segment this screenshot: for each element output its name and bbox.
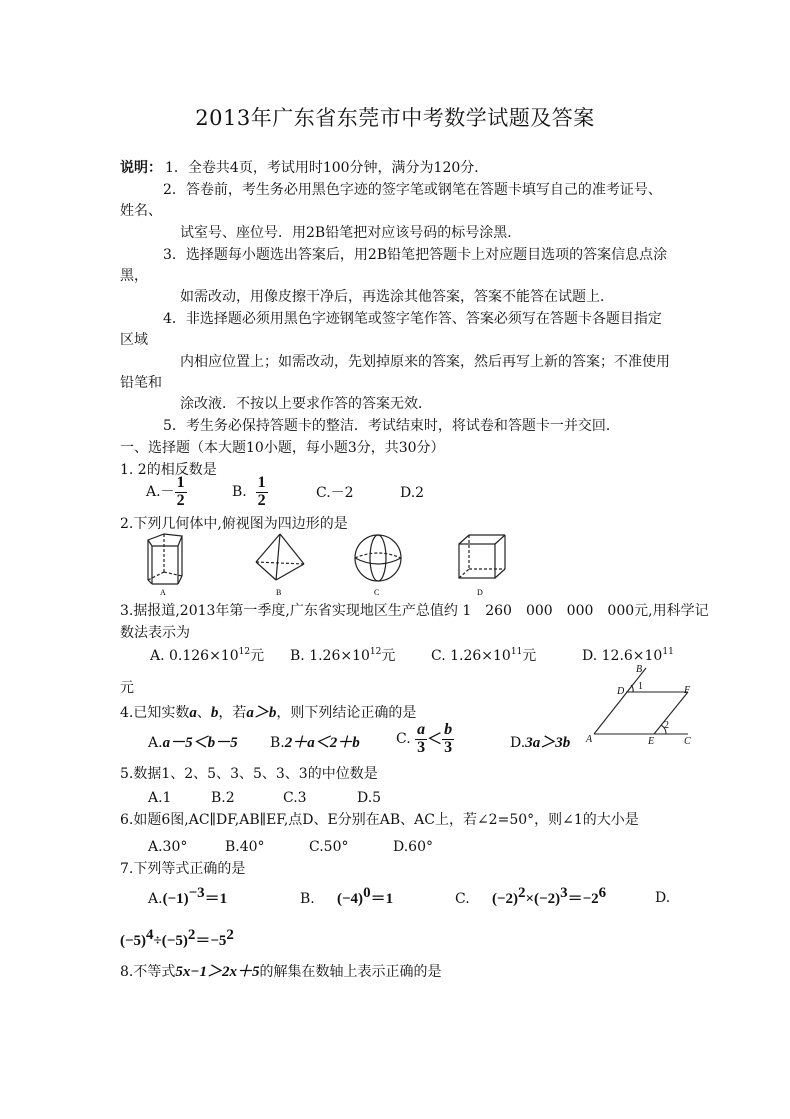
- q6-option-d: D.60°: [393, 839, 433, 855]
- q4-option-b: [270, 734, 360, 752]
- q7-c-eq: ＝−2: [567, 891, 599, 907]
- q3-d-exp: 11: [662, 647, 674, 657]
- q1-a-label: A.－: [146, 483, 175, 500]
- q4-c-num-2: b: [444, 721, 453, 738]
- q4-var-a: a: [189, 705, 197, 721]
- q1-option-c: C.－2: [316, 485, 354, 501]
- note-3-line-1: 3．选择题每小题选出答案后，用2B铅笔把答题卡上对应题目选项的答案信息点涂: [163, 247, 668, 263]
- q4-sep: 、: [196, 705, 211, 721]
- q2-figure-c-sphere: [352, 532, 412, 596]
- q4-d-expr: 3a＞3b: [525, 735, 571, 751]
- q3-c-exp: 11: [510, 647, 523, 657]
- q5-stem: 5.数据1、2、5、3、5、3、3的中位数是: [120, 766, 378, 782]
- q3-stem-line-1: 3.据报道,2013年第一季度,广东省实现地区生产总值约 1 260 000 000 000元,用科学记: [120, 603, 709, 619]
- q3-a-base: A. 0.126×10: [150, 648, 239, 664]
- q2-figure-a-prism: [138, 532, 198, 596]
- note-4-line-3: 内相应位置上；如需改动，先划掉原来的答案，然后再写上新的答案；不准使用: [180, 354, 670, 370]
- q7-option-c: [455, 885, 607, 908]
- q4-a-label: A.: [148, 735, 163, 751]
- notes-label: 说明：: [120, 160, 162, 176]
- q7-d-eq: ＝−5: [195, 933, 227, 949]
- q4-c-frac-2: [442, 722, 454, 757]
- q2-label-a: A: [160, 588, 166, 597]
- q7-c-e1: (−2): [491, 891, 518, 907]
- q5-option-b: B.2: [211, 790, 235, 806]
- q8-stem: [120, 963, 441, 981]
- q6-option-c: C.50°: [309, 839, 349, 855]
- q5-option-c: C.3: [283, 790, 307, 806]
- q5-option-a: A.1: [148, 790, 172, 806]
- fig6-label-e: E: [648, 736, 655, 747]
- q4-condition: a＞b: [246, 705, 277, 721]
- page-title: 2013年广东省东莞市中考数学试题及答案: [195, 106, 595, 130]
- line-ab: [594, 668, 646, 734]
- section-1-heading: 一、选择题（本大题10小题，每小题3分，共30分）: [120, 440, 445, 456]
- q8-stem-pre: 8.不等式: [120, 964, 176, 980]
- q3-d-unit-wrapped: 元: [120, 680, 134, 696]
- q7-c-x1: 2: [517, 885, 526, 901]
- q7-a-rest: ＝1: [204, 891, 228, 907]
- q4-c-rel: ＜: [427, 731, 443, 748]
- q3-b-unit: 元: [381, 648, 396, 664]
- q4-c-den-1: 3: [417, 738, 426, 756]
- q1-a-fraction: [175, 475, 187, 510]
- fig6-label-2: 2: [664, 720, 669, 731]
- q4-b-expr: 2＋a＜2＋b: [284, 735, 360, 751]
- q7-stem: 7.下列等式正确的是: [120, 861, 246, 877]
- figure-6: [584, 662, 696, 747]
- q4-option-a: [148, 734, 238, 752]
- q3-option-b: [290, 648, 395, 665]
- q7-d-mid: ÷(−5): [153, 933, 188, 949]
- q4-option-c: [396, 722, 454, 757]
- q6-stem: 6.如题6图,AC∥DF,AB∥EF,点D、E分别在AB、AC上，若∠2=50°，则∠1的大小是: [120, 812, 639, 828]
- q7-option-d-expr: [120, 927, 234, 950]
- note-5: 5．考生务必保持答题卡的整洁．考试结束时，将试卷和答题卡一并交回．: [163, 418, 620, 434]
- q1-b-den: 2: [257, 491, 266, 509]
- q7-d-x3: 2: [226, 927, 234, 943]
- note-2-line-2: 姓名、: [120, 203, 162, 219]
- q2-stem: 2.下列几何体中,俯视图为四边形的是: [120, 516, 348, 532]
- q7-a-expr: (−1): [162, 891, 189, 907]
- line-fe: [654, 692, 688, 734]
- q4-stem-post: ，则下列结论正确的是: [276, 705, 417, 721]
- q7-option-b: [300, 885, 394, 908]
- q7-option-d-label: D.: [655, 890, 671, 906]
- q4-b-label: B.: [270, 735, 285, 751]
- q6-option-b: B.40°: [225, 839, 265, 855]
- q7-b-expr: (−4): [337, 891, 364, 907]
- q1-b-num: 1: [257, 474, 266, 491]
- q3-a-unit: 元: [250, 648, 265, 664]
- fig6-label-f: F: [684, 685, 691, 696]
- q4-stem-pre: 4.已知实数: [120, 705, 190, 721]
- q5-option-d: D.5: [357, 790, 382, 806]
- q3-option-a: [150, 648, 264, 665]
- q7-b-rest: ＝1: [370, 891, 394, 907]
- fig6-label-d: D: [617, 686, 625, 697]
- q6-option-a: A.30°: [148, 839, 188, 855]
- q3-option-c: [431, 648, 536, 665]
- q4-a-expr: a－5＜b－5: [162, 735, 238, 751]
- q4-stem: [120, 704, 416, 722]
- q7-b-exp: 0: [363, 885, 371, 901]
- q1-option-b: [232, 475, 268, 510]
- q3-stem-line-2: 数法表示为: [120, 625, 190, 641]
- angle-1-arc: [631, 685, 633, 692]
- q1-option-d: D.2: [400, 485, 425, 501]
- note-2-line-1: 2．答卷前，考生务必用黑色字迹的签字笔或钢笔在答题卡填写自己的准考证号、: [163, 182, 662, 198]
- note-4-line-1: 4．非选择题必须用黑色字迹钢笔或签字笔作答、答案必须写在答题卡各题目指定: [163, 311, 662, 327]
- q4-d-label: D.: [510, 735, 526, 751]
- q1-a-num: 1: [176, 474, 185, 491]
- q1-option-a: [146, 475, 187, 510]
- fig6-label-a: A: [586, 734, 593, 745]
- q2-label-d: D: [477, 588, 483, 597]
- q4-option-d: [510, 734, 570, 752]
- q7-c-label: C.: [455, 891, 470, 907]
- q3-b-exp: 12: [369, 647, 382, 657]
- q4-var-b: b: [210, 705, 219, 721]
- q8-expr: 5x−1＞2x＋5: [175, 964, 260, 980]
- q7-c-x3: 6: [598, 885, 607, 901]
- q1-a-den: 2: [176, 491, 185, 509]
- q7-c-x2: 3: [560, 885, 568, 901]
- note-2-line-3: 试室号、座位号．用2B铅笔把对应该号码的标号涂黑．: [180, 225, 522, 241]
- q2-figure-b-pyramid: [252, 532, 314, 596]
- q2-figure-d-cube: [455, 532, 515, 596]
- q7-d-x2: 2: [187, 927, 196, 943]
- q4-c-num-1: a: [417, 721, 426, 738]
- note-3-line-3: 如需改动，用像皮擦干净后，再选涂其他答案，答案不能答在试题上．: [180, 289, 614, 305]
- q2-label-b: B: [276, 588, 282, 597]
- q2-label-c: C: [374, 588, 380, 597]
- q4-stem-mid: ，若: [218, 705, 247, 721]
- q1-b-fraction: [256, 475, 268, 510]
- note-3-line-2: 黑，: [120, 268, 148, 284]
- q7-d-e1: (−5): [120, 933, 147, 949]
- note-4-line-2: 区域: [120, 332, 148, 348]
- q3-d-base: D. 12.6×10: [582, 648, 663, 664]
- q3-b-base: B. 1.26×10: [290, 648, 370, 664]
- q4-c-label: C.: [396, 730, 411, 747]
- q8-stem-post: 的解集在数轴上表示正确的是: [259, 964, 442, 980]
- note-1: 1．全卷共4页，考试用时100分钟，满分为120分．: [165, 160, 489, 176]
- q4-c-frac-1: [415, 722, 427, 757]
- note-4-line-4: 铅笔和: [120, 375, 162, 391]
- q7-a-label: A.: [148, 891, 163, 907]
- fig6-label-1: 1: [638, 681, 643, 692]
- q4-c-den-2: 3: [444, 738, 453, 756]
- fig6-label-c: C: [684, 736, 691, 747]
- note-4-line-5: 涂改液．不按以上要求作答的答案无效．: [180, 396, 432, 412]
- q7-c-mid: ×(−2): [525, 891, 561, 907]
- q3-a-exp: 12: [238, 647, 251, 657]
- q7-a-exp: −3: [188, 885, 205, 901]
- q7-d-x1: 4: [146, 927, 154, 943]
- q1-stem: 1. 2的相反数是: [120, 462, 217, 478]
- q3-c-base: C. 1.26×10: [431, 648, 511, 664]
- q7-b-label: B.: [300, 891, 315, 907]
- q1-b-label: B.: [232, 483, 247, 500]
- fig6-label-b: B: [636, 664, 643, 675]
- q7-option-a: [148, 885, 228, 908]
- q3-c-unit: 元: [522, 648, 537, 664]
